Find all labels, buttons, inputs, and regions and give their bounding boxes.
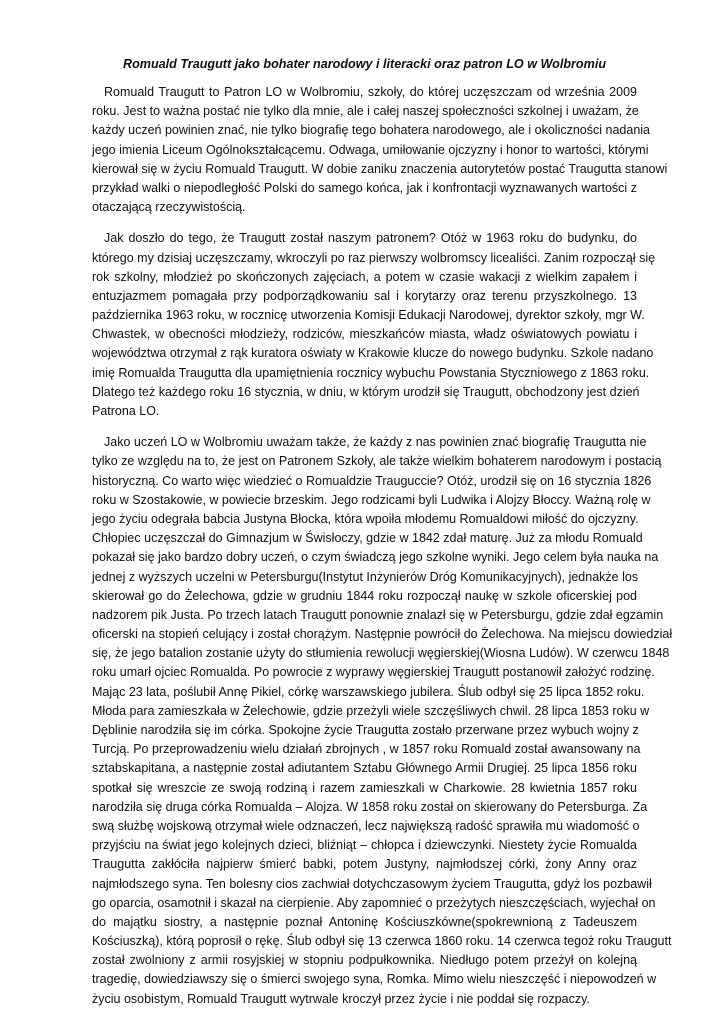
- paragraph-line: Turcją. Po przeprowadzeniu wielu działań zbrojnych , w 1857 roku Romuald został awansowany na: [92, 742, 641, 757]
- paragraph-line: oficerski na stopień celujący i został chorążym. Następnie powrócił do Żelechowa. Na miejscu dowiedział: [92, 627, 673, 642]
- paragraph-line: roku w Szostakowie, w powiecie brzeskim. Jego rodzicami byli Ludwika i Alojzy Błoccy. Ważną rolę w: [92, 492, 651, 507]
- paragraph-line: imię Romualda Traugutta dla upamiętnienia rocznicy wybuchu Powstania Styczniowego z 1863 roku.: [92, 365, 650, 380]
- document-title: Romuald Traugutt jako bohater narodowy i literacki oraz patron LO w Wolbromiu: [122, 57, 607, 71]
- paragraph-line: otaczającą rzeczywistością.: [92, 200, 246, 215]
- paragraph-line: pokazał się jako bardzo dobry uczeń, o czym świadczą jego szkolne wyniki. Jego celem była nauka na: [92, 550, 659, 565]
- paragraph-line: jego imienia Liceum Ogólnokształcącemu. Odwaga, umiłowanie ojczyzny i honor to wartości, którymi: [92, 142, 649, 157]
- paragraph-line: Dęblinie narodziła się im córka. Spokojne życie Traugutta zostało przerwane przez wybuch wojny z: [92, 723, 639, 737]
- paragraph-line: którego my dzisiaj uczęszczamy, wkroczyli po raz pierwszy wolbromscy licealiści. Zanim rozpoczął się: [92, 250, 656, 265]
- paragraph-line: Romuald Traugutt to Patron LO w Wolbromiu, szkoły, do której uczęszczam od września 2009: [104, 85, 637, 99]
- paragraph-line: Mając 23 lata, poślubił Annę Pikiel, córkę warszawskiego jubilera. Ślub odbył się 25 lipca 1852 roku.: [92, 684, 645, 699]
- paragraph-line: przyjściu na świat jego kolejnych dzieci, bliźniąt – chłopca i dziewczynki. Niestety życie Romualda: [92, 838, 637, 853]
- paragraph-line: roku umarł ojciec Romualda. Po powrocie z wyprawy węgierskiej Traugutt postanowił założyć rodzinę.: [92, 665, 655, 680]
- paragraph-line: tragedię, dowiedziawszy się o śmierci swojego syna, Romka. Mimo wielu nieszczęść i niepowodzeń w: [92, 972, 657, 987]
- paragraph-line: każdy uczeń powinien znać, nie tylko biografię tego bohatera narodowego, ale i okoliczności nadania: [92, 123, 650, 138]
- paragraph-line: roku. Jest to ważna postać nie tylko dla mnie, ale i całej naszej społeczności szkolnej i uważam, że: [92, 104, 639, 119]
- paragraph-line: do majątku siostry, a następnie poznał Antoninę Kościuszkówne(spokrewnioną z Tadeuszem: [92, 914, 637, 929]
- paragraph-line: Chwastek, w obecności młodzieży, rodziców, mieszkańców miasta, władz oświatowych powiatu i: [92, 327, 637, 342]
- paragraph-line: entuzjazmem pomagała przy podporządkowaniu sal i korytarzy oraz terenu przyszkolnego. 13: [92, 288, 637, 303]
- paragraph-line: rok szkolny, młodzież po skończonych zajęciach, a potem w czasie wakacji z wielkim zapałem i: [92, 269, 637, 284]
- paragraph-line: historyczną. Co warto więc wiedzieć o Romualdzie Trauguccie? Otóż, urodził się on 16 stycznia 1826: [92, 473, 652, 488]
- paragraph-line: swą służbę wojskową otrzymał wiele odznaczeń, lecz największą radość sprawiła mu wiadomość o: [92, 818, 640, 833]
- paragraph-line: życiu osobistym, Romuald Traugutt wytrwale kroczył przez życie i nie poddał się rozpaczy.: [92, 991, 590, 1006]
- paragraph-line: został zwolniony z armii rosyjskiej w stopniu podpułkownika. Niedługo potem przeżył on kolejną: [92, 953, 637, 968]
- paragraph-line: skierował go do Żelechowa, gdzie w grudniu 1844 roku rozpoczął naukę w szkole oficerskiej pod: [92, 588, 637, 603]
- paragraph-line: narodziła się druga córka Romualda – Alojza. W 1858 roku został on skierowany do Petersburga. Za: [92, 799, 648, 814]
- paragraph-line: jego życiu odegrała babcia Justyna Błocka, która wpoiła młodemu Romualdowi miłość do ojczyzny.: [92, 511, 639, 526]
- paragraph-1: [92, 83, 668, 217]
- paragraph-line: kierował się w życiu Romuald Traugutt. W dobie zaniku znaczenia autorytetów postać Traugutta stanowi: [92, 161, 668, 176]
- paragraph-line: przykład walki o niepodległość Polski do samego końca, jak i konfrontacji wyznawanych wartości z: [92, 180, 637, 195]
- paragraph-line: Traugutta zakłóciła najpierw śmierć babki, potem Justyny, najmłodszej córki, żony Anny oraz: [92, 857, 637, 872]
- paragraph-line: Kościuszką), którą poprosił o rękę. Ślub odbył się 13 czerwca 1860 roku. 14 czerwca tegoż roku Traugutt: [92, 934, 672, 949]
- paragraph-line: Patrona LO.: [92, 404, 160, 418]
- paragraph-3: [92, 433, 673, 1009]
- paragraph-line: sztabskapitana, a następnie został adiutantem Sztabu Głównego Armii Drugiej. 25 lipca 1856 roku: [92, 761, 637, 776]
- paragraph-line: nadzorem pik Justa. Po trzech latach Traugutt ponownie znalazł się w Petersburgu, gdzie zdał egzamin: [92, 607, 664, 622]
- paragraph-line: Młoda para zamieszkała w Żelechowie, gdzie przeżyli wiele szczęśliwych chwil. 28 lipca 1853 roku w: [92, 703, 650, 718]
- paragraph-line: najmłodszego syna. Ten bolesny cios zachwiał dotychczasowym życiem Traugutta, gdyż los pozbawił: [92, 876, 652, 891]
- paragraph-line: Jako uczeń LO w Wolbromiu uważam także, że każdy z nas powinien znać biografię Traugutta nie: [104, 435, 647, 450]
- paragraph-line: go oparcia, osamotnił i skazał na cierpienie. Aby zapomnieć o przeżytych nieszczęściach, wyjechał on: [92, 895, 656, 910]
- paragraph-line: października 1963 roku, w rocznicę utworzenia Komisji Edukacji Narodowej, dyrektor szkoły, mgr W.: [92, 308, 645, 323]
- paragraph-2: [92, 229, 656, 421]
- paragraph-line: Jak doszło do tego, że Traugutt został naszym patronem? Otóż w 1963 roku do budynku, do: [104, 231, 637, 246]
- paragraph-line: jednej z wyższych uczelni w Petersburgu(Instytut Inżynierów Dróg Komunikacyjnych), jednakże los: [92, 569, 639, 584]
- paragraph-line: tylko ze względu na to, że jest on Patronem Szkoły, ale także wielkim bohaterem narodowym i postacią: [92, 454, 662, 469]
- paragraph-line: Chłopiec uczęszczał do Gimnazjum w Świsłoczy, gdzie w 1842 zdał maturę. Już za młodu Romuald: [92, 531, 643, 546]
- document-body: [92, 83, 673, 1021]
- paragraph-line: spotkał się wreszcie ze swoją rodziną i razem zamieszkali w Charkowie. 28 kwietnia 1857 roku: [92, 780, 637, 795]
- paragraph-line: Dlatego też każdego roku 16 stycznia, w dniu, w którym urodził się Traugutt, obchodzony jest dzień: [92, 384, 640, 399]
- paragraph-line: województwa otrzymał z rąk kuratora oświaty w Krakowie klucze do nowego budynku. Szkole nadano: [92, 346, 654, 361]
- paragraph-line: się, że jego batalion zostanie użyty do stłumienia rewolucji węgierskiej(Wiosna Ludów). W czerwcu 1848: [92, 646, 670, 661]
